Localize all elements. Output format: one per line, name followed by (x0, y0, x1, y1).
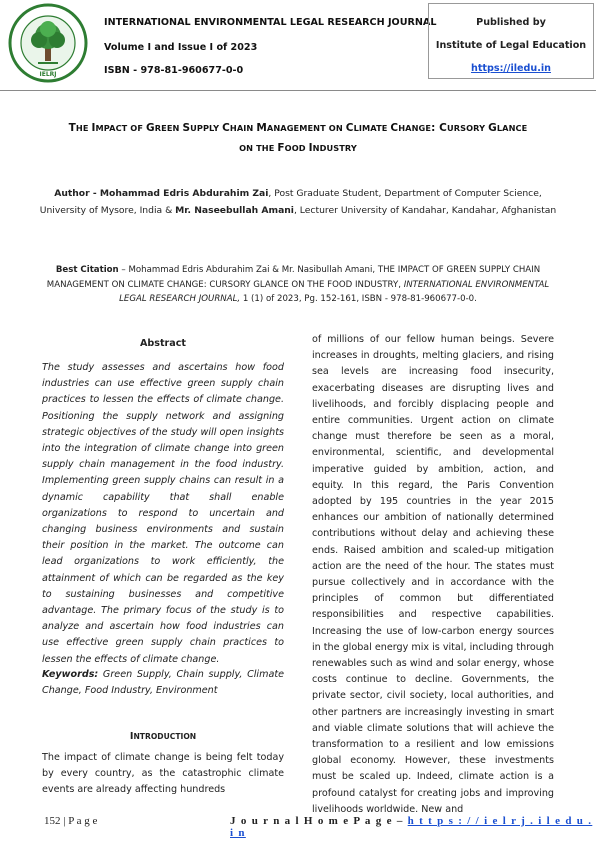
journal-name: INTERNATIONAL ENVIRONMENTAL LEGAL RESEARCH JOURNAL (104, 17, 437, 28)
best-citation (38, 263, 558, 307)
citation-text: – Mohammad Edris Abdurahim Zai & Mr. Nasibullah Amani, THE IMPACT OF GREEN SUPPLY CHAIN MANAGEMENT ON CLIMATE CHANGE: CURSORY GLANCE ON THE FOOD INDUSTRY, (46, 265, 541, 290)
published-by-label: Published by (476, 17, 546, 28)
title-line-2: ON THE FOOD INDUSTRY (239, 142, 357, 154)
publisher-link-text[interactable]: https://iledu.in (471, 63, 551, 74)
citation-tail: 1 (1) of 2023, Pg. 152-161, ISBN - 978-81-960677-0-0. (240, 294, 477, 304)
paper-title (38, 118, 558, 158)
author-block (38, 185, 558, 219)
author-1-affiliation: , Post Graduate Student, Department of Computer Science, University of Mysore, India & (39, 188, 542, 216)
publisher-box (428, 3, 594, 79)
keywords (42, 667, 284, 699)
svg-text:IELRJ: IELRJ (39, 71, 57, 78)
introduction-heading: INTRODUCTION (129, 731, 197, 742)
publisher-name: Institute of Legal Education (435, 40, 587, 51)
journal-home-page: J o u r n a l H o m e P a g e – h t t p s : / / i e l r j . i l e d u . i n (230, 815, 593, 839)
citation-journal: INTERNATIONAL ENVIRONMENTAL LEGAL RESEARCH JOURNAL, (119, 279, 550, 304)
volume-issue: Volume I and Issue I of 2023 (104, 42, 258, 53)
isbn: ISBN - 978-81-960677-0-0 (104, 65, 244, 76)
author-2-name: Mr. Naseebullah Amani (175, 205, 294, 216)
journal-link[interactable]: h t t p s : / / i e l r j . i l e d u . i n (230, 815, 593, 839)
title-line-1: THE IMPACT OF GREEN SUPPLY CHAIN MANAGEMENT ON CLIMATE CHANGE: CURSORY GLANCE (68, 122, 528, 134)
keywords-label: Keywords: (42, 669, 99, 680)
abstract-heading: Abstract (139, 338, 187, 349)
abstract-body: The study assesses and ascertains how food industries can use effective green supply chain practices to lessen the effects of climate change. Positioning the supply network and assigning strategic objectives of the study will open insights into the integration of climate change into green supply chain management in the food industry. Implementing green supply chains can result in a dynamic capability that shall enable organizations to respond to uncertain and changing business environments and sustain their position in the market. The outcome can lead organizations to work efficiently, the attainment of which can be regarded as the key to sustaining businesses and competitive advantage. The primary focus of the study is to analyze and ascertain how food industries can use effective green supply chain practices to lessen the effects of climate change. (42, 362, 284, 665)
keywords-text: Green Supply, Chain supply, Climate Change, Food Industry, Environment (42, 669, 284, 697)
header-divider (0, 90, 596, 91)
journal-logo (8, 3, 88, 83)
author-2-affiliation: , Lecturer University of Kandahar, Kandahar, Afghanistan (293, 205, 557, 216)
publisher-link[interactable] (429, 63, 593, 74)
right-column-body: of millions of our fellow human beings. Severe increases in droughts, melting glaciers, and rising sea levels are increasing food insecurity, exacerbating diseases are disrupting lives and livelihoods, and forcibly displacing people and entire communities. Urgent action on climate change must therefore be seen as a moral, environmental, scientific, and developmental imperative guided by ambition, action, and equity. In this regard, the Paris Convention adopted by 195 countries in the year 2015 enhances our ambition of nationally determined contributions without delay and achieving these ends. Raised ambition and scaled-up mitigation action are the need of the hour. The states must pursue collectively and in accordance with the principles of common but differentiated responsibilities and respective capabilities. Increasing the use of low-carbon energy sources in the global energy mix is vital, including through renewables such as wind and solar energy, whose costs continue to decline. Governments, the private sector, civil society, local authorities, and other partners are increasingly investing in smart and viable climate solutions that will achieve the transformation to a resilient and low emissions global economy. However, these investments must be scaled up. Indeed, climate action is a profound catalyst for creating jobs and improving livelihoods worldwide. New and (312, 334, 555, 815)
author-1-name: Mohammad Edris Abdurahim Zai (99, 188, 269, 199)
introduction-body: The impact of climate change is being felt today by every country, as the catastrophic climate events are already affecting hundreds (42, 752, 284, 796)
page-number: 152 | P a g e (44, 815, 98, 827)
citation-label: Best Citation (55, 265, 119, 275)
author-label: Author - (54, 188, 100, 199)
